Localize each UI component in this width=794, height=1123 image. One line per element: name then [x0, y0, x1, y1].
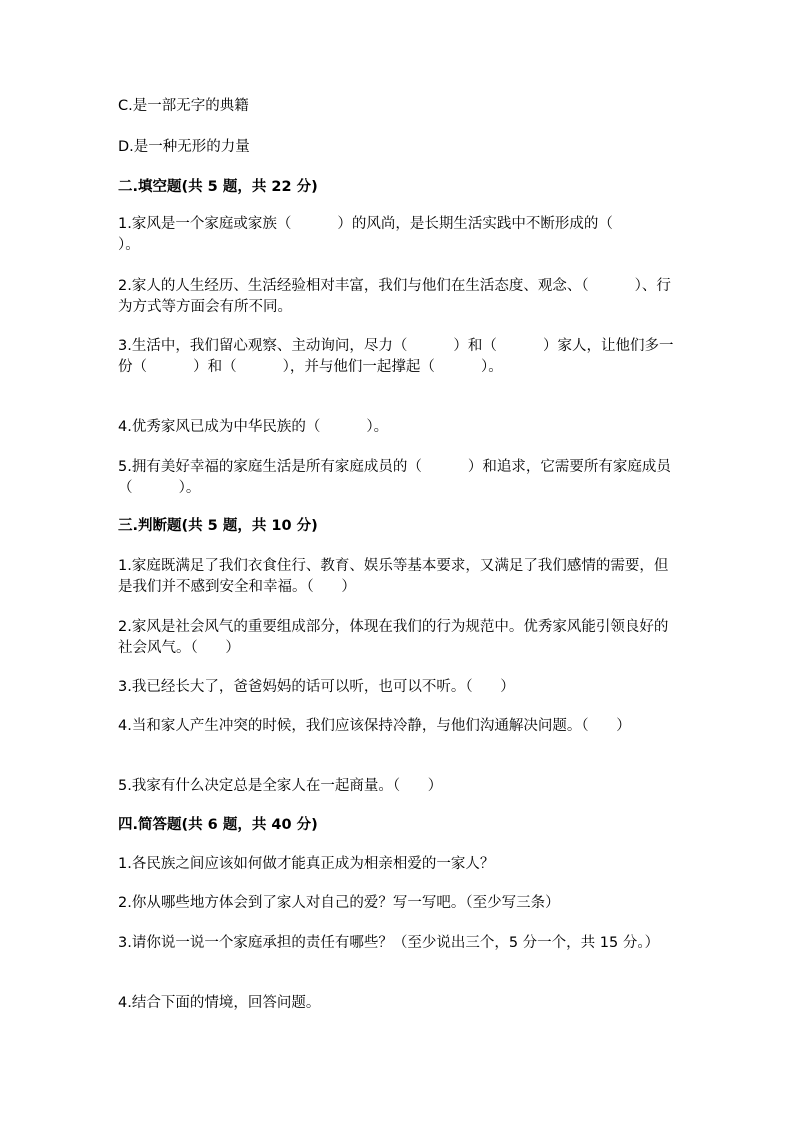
true-false-question-5: 5.我家有什么决定总是全家人在一起商量。（ ） — [118, 778, 443, 794]
fill-blank-question-5: 5.拥有美好幸福的家庭生活是所有家庭成员的（ ）和追求，它需要所有家庭成员（ ）。 — [118, 459, 671, 496]
true-false-question-4: 4.当和家人产生冲突的时候，我们应该保持冷静，与他们沟通解决问题。（ ） — [118, 718, 631, 734]
section-heading-fill-blank: 二.填空题(共 5 题，共 22 分) — [118, 179, 318, 195]
true-false-question-3: 3.我已经长大了，爸爸妈妈的话可以听，也可以不听。（ ） — [118, 679, 515, 695]
section-heading-true-false: 三.判断题(共 5 题，共 10 分) — [118, 518, 318, 534]
fill-blank-question-2: 2.家人的人生经历、生活经验相对丰富，我们与他们在生活态度、观念、（ ）、行为方式等方面会有所不同。 — [118, 278, 671, 315]
short-answer-question-4: 4.结合下面的情境，回答问题。 — [118, 995, 321, 1011]
true-false-question-2: 2.家风是社会风气的重要组成部分，体现在我们的行为规范中。优秀家风能引领良好的社会风气。（ ） — [118, 619, 669, 656]
true-false-question-1: 1.家庭既满足了我们衣食住行、教育、娱乐等基本要求，又满足了我们感情的需要，但是我们并不感到安全和幸福。（ ） — [118, 558, 669, 595]
fill-blank-question-3: 3.生活中，我们留心观察、主动询问，尽力（ ）和（ ）家人，让他们多一份（ ）和（ ），并与他们一起撑起（ ）。 — [118, 338, 674, 375]
fill-blank-question-4: 4.优秀家风已成为中华民族的（ ）。 — [118, 419, 389, 435]
fill-blank-question-1: 1.家风是一个家庭或家族（ ）的风尚，是长期生活实践中不断形成的（ ）。 — [118, 216, 660, 253]
short-answer-question-1: 1.各民族之间应该如何做才能真正成为相亲相爱的一家人？ — [118, 856, 495, 872]
option-d: D.是一种无形的力量 — [118, 139, 250, 155]
section-heading-short-answer: 四.简答题(共 6 题，共 40 分) — [118, 817, 318, 833]
short-answer-question-3: 3.请你说一说一个家庭承担的责任有哪些？（至少说出三个，5 分一个，共 15 分。） — [118, 935, 660, 951]
option-c: C.是一部无字的典籍 — [118, 98, 249, 114]
short-answer-question-2: 2.你从哪些地方体会到了家人对自己的爱？写一写吧。（至少写三条） — [118, 895, 560, 911]
